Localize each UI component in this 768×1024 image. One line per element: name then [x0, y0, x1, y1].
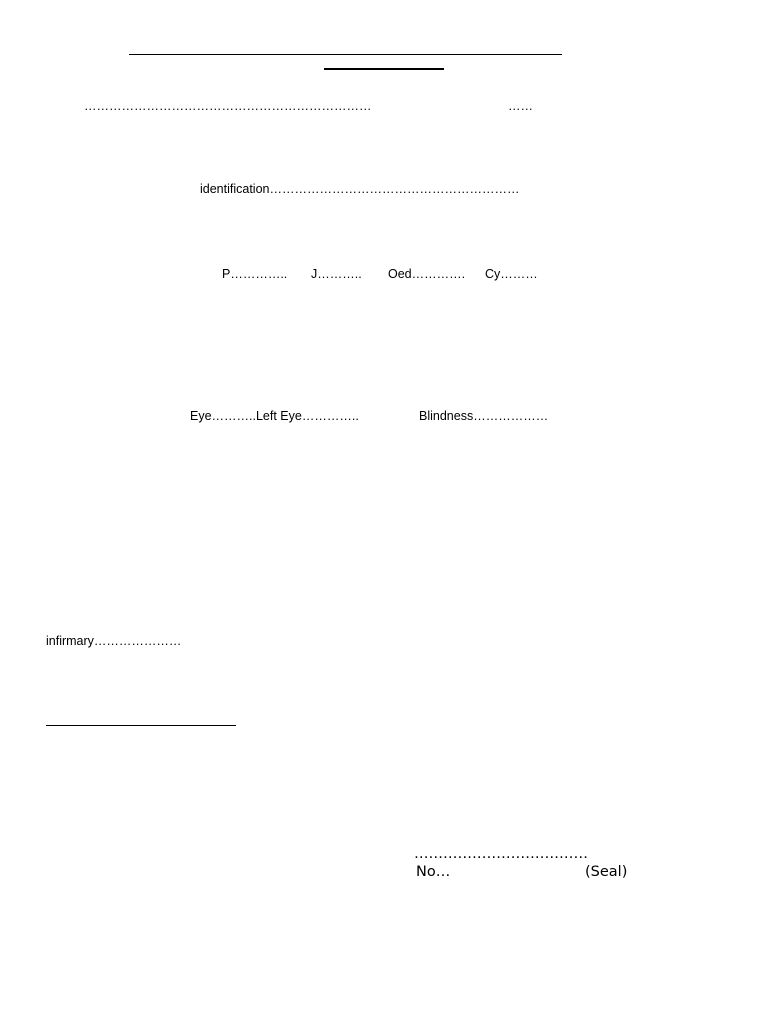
eye-fields: Eye………..Left Eye………….. [190, 409, 359, 423]
number-label: No… [416, 864, 451, 880]
identification-field: identification…………………………………………………… [200, 182, 520, 196]
cy-field: Cy……… [485, 267, 538, 281]
blindness-field: Blindness……………… [419, 409, 549, 423]
j-field: J……….. [311, 267, 362, 281]
signature-dots: ……………………………… [414, 846, 588, 862]
short-dotted-field: …… [508, 99, 533, 113]
title-rule [129, 54, 562, 55]
p-field: P………….. [222, 267, 288, 281]
oed-field: Oed…………. [388, 267, 466, 281]
subtitle-rule [324, 68, 444, 70]
infirmary-field: infirmary………………… [46, 634, 182, 648]
name-dotted-field: …………………………………………………………… [84, 99, 372, 113]
seal-label: (Seal) [585, 864, 628, 880]
signature-underline [46, 725, 236, 726]
